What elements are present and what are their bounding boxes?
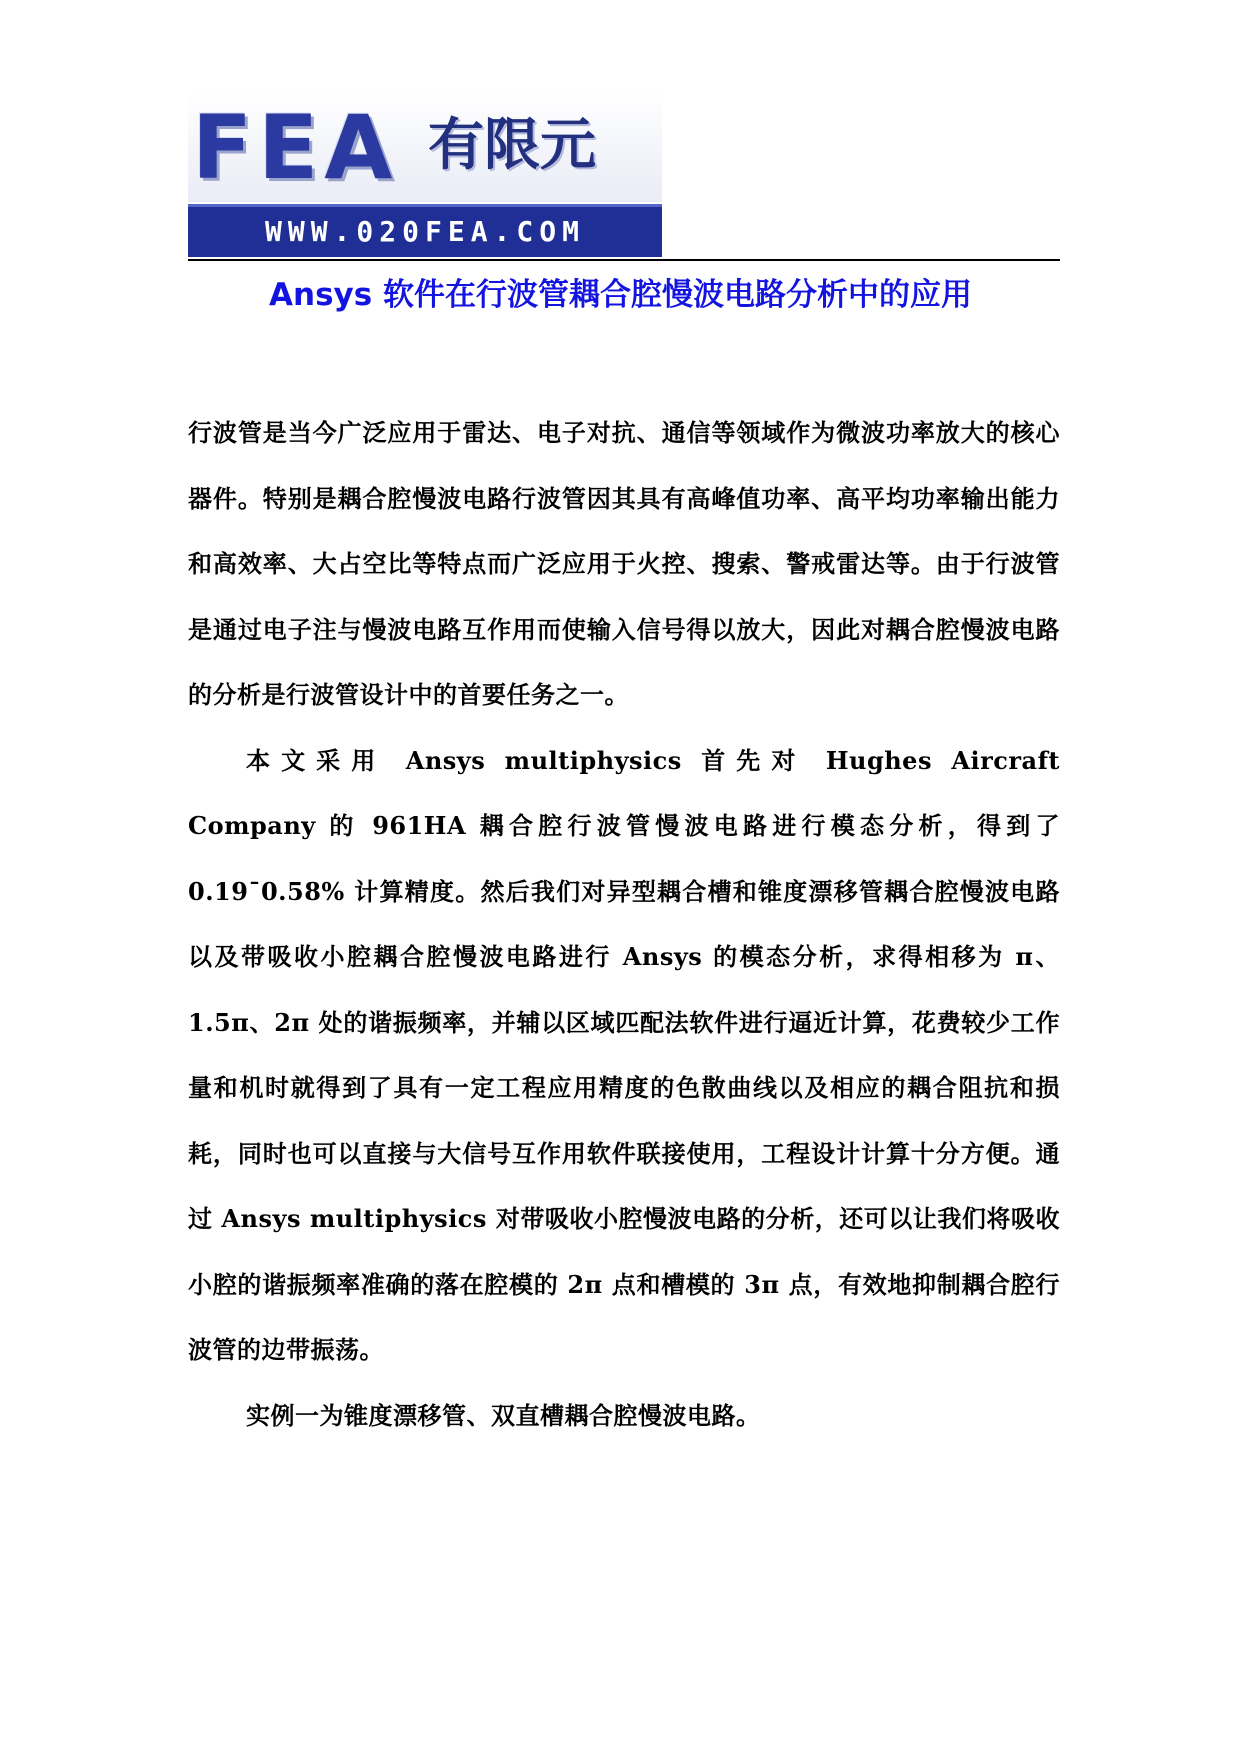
- document-body: [188, 400, 1060, 1448]
- header-rule: [188, 259, 1060, 261]
- fea-logo: [188, 92, 662, 257]
- logo-banner: [188, 92, 662, 202]
- document-title: Ansys 软件在行波管耦合腔慢波电路分析中的应用: [269, 277, 972, 313]
- paragraph-example: 实例一为锥度漂移管、双直槽耦合腔慢波电路。: [246, 1400, 761, 1430]
- logo-url-bar: [188, 204, 662, 257]
- logo-url-text: WWW.020FEA.COM: [264, 215, 585, 248]
- logo-chinese-text: 有限元: [428, 113, 596, 178]
- paragraph-method: 本文采用 Ansys multiphysics 首先对 Hughes Aircraft Company 的 961HA 耦合腔行波管慢波电路进行模态分析，得到了 0.19¯0.58% 计算精度。然后我们对异型耦合槽和锥度漂移管耦合腔慢波电路以及带吸收小腔耦合腔慢波电路进行 Ansys 的模态分析，求得相移为 π、1.5π、2π 处的谐振频率，并辅以区域匹配法软件进行逼近计算，花费较少工作量和机时就得到了具有一定工程应用精度的色散曲线以及相应的耦合阻抗和损耗，同时也可以直接与大信号互作用软件联接使用，工程设计计算十分方便。通过 Ansys multiphysics 对带吸收小腔慢波电路的分析，还可以让我们将吸收小腔的谐振频率准确的落在腔模的 2π 点和槽模的 3π 点，有效地抑制耦合腔行波管的边带振荡。: [188, 745, 1060, 1364]
- logo-fea-text: FEA: [192, 96, 399, 199]
- paragraph-intro: 行波管是当今广泛应用于雷达、电子对抗、通信等领域作为微波功率放大的核心器件。特别是耦合腔慢波电路行波管因其具有高峰值功率、高平均功率输出能力和高效率、大占空比等特点而广泛应用于火控、搜索、警戒雷达等。由于行波管是通过电子注与慢波电路互作用而使输入信号得以放大，因此对耦合腔慢波电路的分析是行波管设计中的首要任务之一。: [188, 418, 1060, 709]
